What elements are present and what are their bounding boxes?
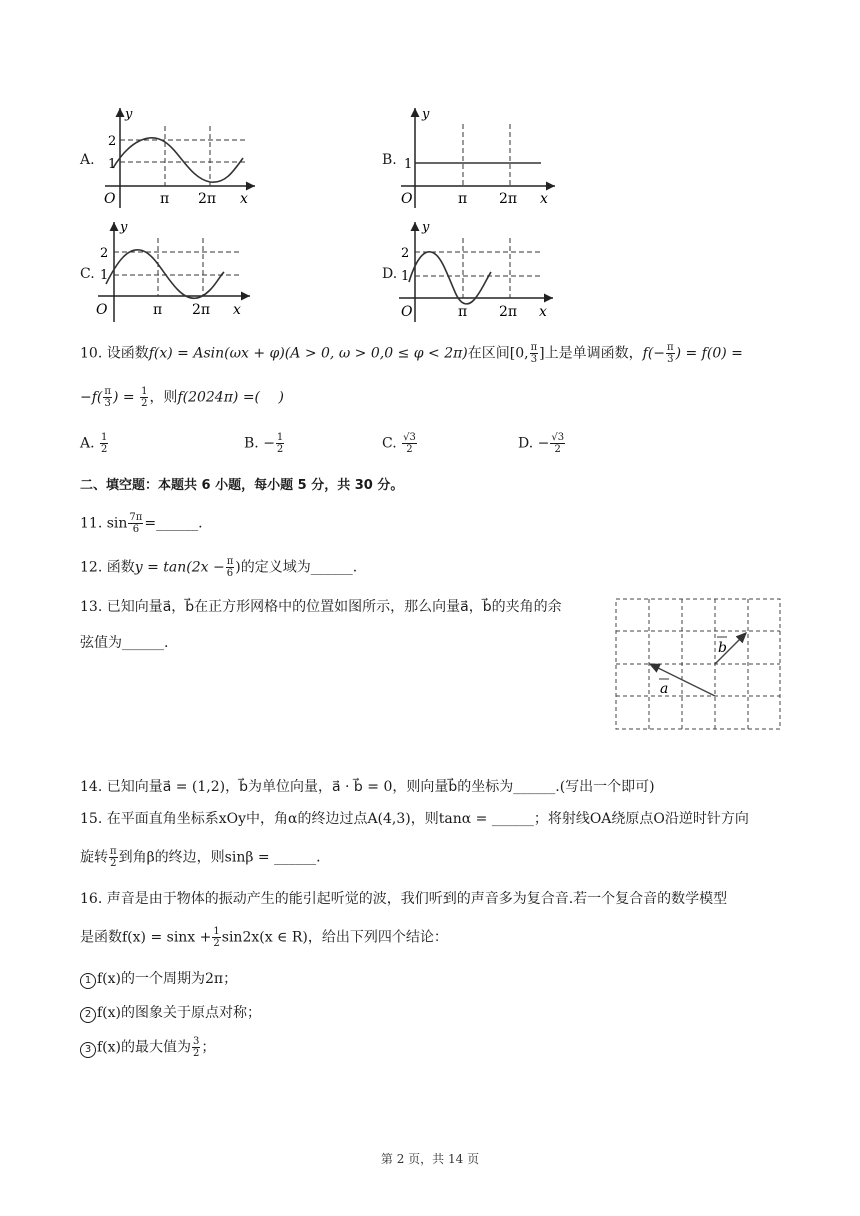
tick-1: 1 (108, 157, 117, 172)
x-axis-label: x (240, 191, 248, 207)
x-axis-label: x (539, 304, 547, 320)
fraction: $\frac{\pi}{3}$ (667, 342, 674, 365)
tick-2: 2 (401, 246, 410, 261)
q11: 11. sin $\frac{7\pi}{6}$ =______. (80, 512, 203, 535)
label-b: b (718, 640, 727, 656)
y-axis-label: y (422, 220, 430, 235)
graph-option-a (95, 102, 265, 216)
tick-2pi: 2π (192, 302, 211, 318)
q10-option-c: C. $\frac{√3}{2}$ (382, 432, 416, 455)
origin-label: O (401, 304, 413, 320)
graph-option-d (395, 216, 565, 330)
tick-1: 1 (100, 268, 109, 283)
y-axis-label: y (422, 107, 430, 122)
tick-2: 2 (108, 134, 117, 149)
circled-number: 3 (80, 1042, 96, 1058)
graph-option-c (92, 216, 262, 330)
q16-statement-1: 1 f(x)的一个周期为2π； (80, 968, 237, 989)
circled-number: 2 (80, 1007, 96, 1023)
section-heading: 二、填空题：本题共 6 小题，每小题 5 分，共 30 分。 (80, 478, 404, 493)
q16-statement-3: 3 f(x)的最大值为 $\frac{3}{2}$ ； (80, 1036, 215, 1059)
tick-2: 2 (100, 246, 109, 261)
circled-number: 1 (80, 973, 96, 989)
tick-2pi: 2π (198, 191, 217, 207)
tick-pi: π (160, 191, 170, 207)
tick-pi: π (458, 304, 468, 320)
option-b-label: B. (382, 152, 397, 168)
origin-label: O (96, 302, 108, 318)
tick-pi: π (458, 191, 468, 207)
q16-line1: 16. 声音是由于物体的振动产生的能引起听觉的波，我们听到的声音多为复合音.若一个复合音的数学模型 (80, 891, 728, 907)
q10-option-a: A. $\frac{1}{2}$ (80, 432, 108, 455)
tick-pi: π (153, 302, 163, 318)
graph-option-b (395, 102, 565, 216)
option-c-label: C. (80, 266, 95, 282)
q15-line1: 15. 在平面直角坐标系xOy中，角α的终边过点A(4,3)，则tanα = ______；将射线OA绕原点O沿逆时针方向 (80, 811, 749, 827)
y-axis-label: y (125, 107, 133, 122)
origin-label: O (104, 191, 116, 207)
option-a-label: A. (80, 152, 95, 168)
option-d-label: D. (382, 266, 398, 282)
tick-1: 1 (401, 269, 410, 284)
y-axis-label: y (120, 220, 128, 235)
tick-1: 1 (404, 157, 413, 172)
tick-2pi: 2π (499, 304, 518, 320)
origin-label: O (401, 191, 413, 207)
page-footer: 第 2 页，共 14 页 (380, 1152, 480, 1166)
label-a: a (660, 681, 669, 697)
x-axis-label: x (540, 191, 548, 207)
q10-option-d: D. − $\frac{√3}{2}$ (518, 432, 565, 455)
fraction: $\frac{\pi}{3}$ (104, 386, 111, 409)
vector-grid-figure (614, 597, 782, 735)
q10-option-b: B. − $\frac{1}{2}$ (244, 432, 284, 455)
q10-line2: −f( $\frac{\pi}{3}$ ) = $\frac{1}{2}$ ，则f(2024π) =( ) (80, 386, 284, 409)
q13-line1: 13. 已知向量a⃗，b⃗在正方形网格中的位置如图所示，那么向量a⃗，b⃗的夹角的余 (80, 599, 562, 615)
fraction: $\frac{1}{2}$ (141, 386, 148, 409)
q12: 12. 函数y = tan(2x − $\frac{\pi}{6}$ )的定义域为______. (80, 556, 358, 579)
q13-line2: 弦值为______. (80, 635, 169, 651)
q15-line2: 旋转 $\frac{\pi}{2}$ 到角β的终边，则sinβ = ______. (80, 846, 321, 869)
q14: 14. 已知向量a⃗ = (1,2)，b⃗为单位向量，a⃗ · b⃗ = 0，则向量b⃗的坐标为______.(写出一个即可) (80, 779, 655, 795)
q10-line1: 10. 设函数f(x) = Asin(ωx + φ)(A > 0, ω > 0,0 ≤ φ < 2π)在区间[0, $\frac{\pi}{3}$ ]上是单调函数，f(− $\frac{\pi}{3}$ ) = f(0) = (80, 342, 743, 365)
x-axis-label: x (233, 302, 241, 318)
tick-2pi: 2π (499, 191, 518, 207)
q16-line2: 是函数f(x) = sinx + $\frac{1}{2}$ sin2x(x ∈ R)，给出下列四个结论： (80, 926, 448, 949)
fraction: $\frac{\pi}{3}$ (530, 342, 538, 365)
q16-statement-2: 2 f(x)的图象关于原点对称； (80, 1002, 261, 1023)
